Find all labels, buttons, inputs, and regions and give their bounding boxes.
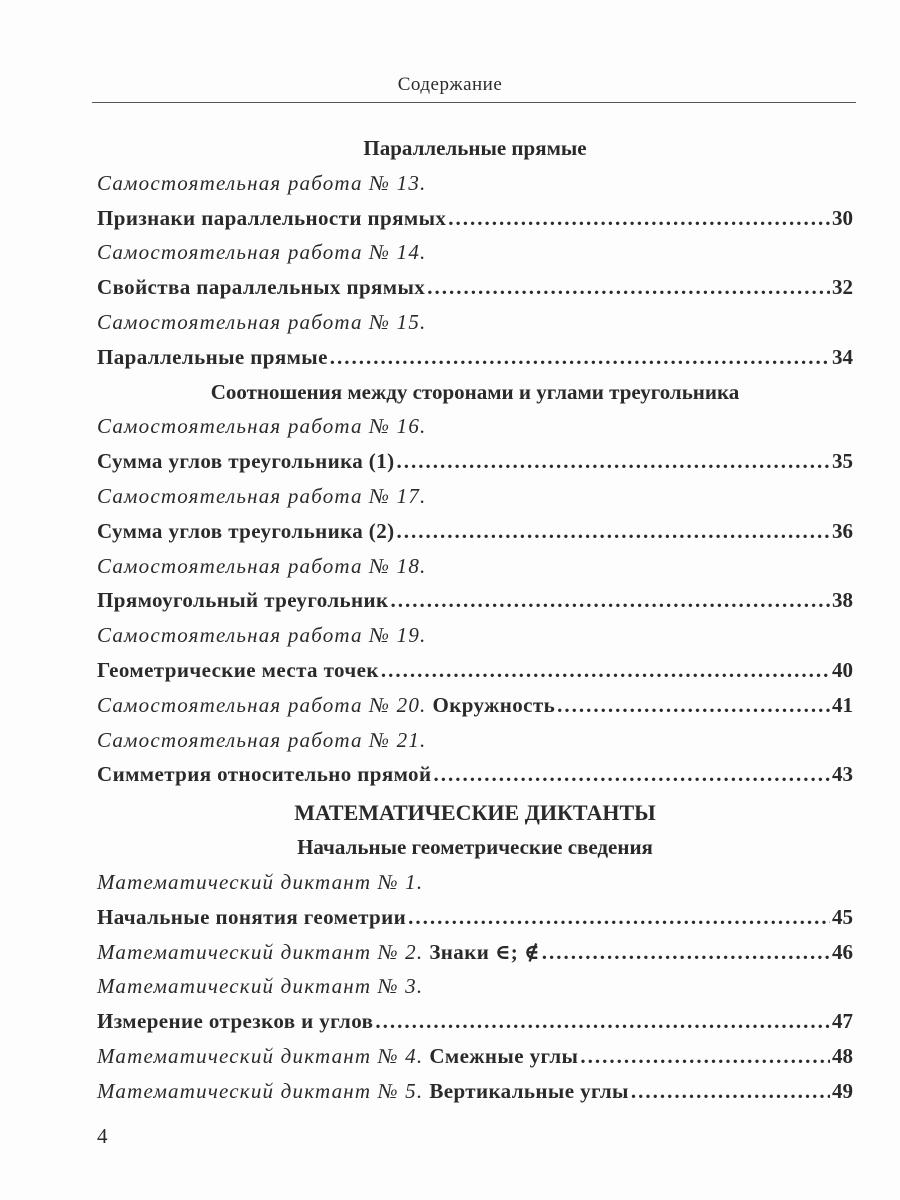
toc-entry[interactable]	[97, 900, 853, 935]
page-ref: 36	[832, 518, 853, 543]
toc-entry[interactable]	[97, 201, 853, 236]
entry-title: Измерение отрезков и углов	[97, 1009, 374, 1034]
work-label: Математический диктант № 4.	[97, 1043, 424, 1068]
page-ref: 38	[832, 588, 853, 613]
dot-leader	[397, 514, 831, 549]
work-label: Самостоятельная работа № 18.	[97, 553, 427, 578]
work-label: Математический диктант № 3.	[97, 974, 424, 999]
work-title	[97, 865, 853, 900]
header-rule	[92, 102, 856, 103]
page-number: 4	[97, 1124, 108, 1148]
page-ref: 49	[832, 1078, 853, 1103]
page-ref: 45	[832, 904, 853, 929]
part-heading	[97, 792, 853, 830]
dot-leader	[631, 1074, 830, 1109]
page-ref: 47	[832, 1009, 853, 1034]
work-label: Математический диктант № 5.	[97, 1078, 424, 1103]
work-title	[97, 723, 853, 758]
toc-entry[interactable]	[97, 1004, 853, 1039]
page-ref: 34	[832, 344, 853, 369]
work-label: Самостоятельная работа № 13.	[97, 170, 427, 195]
heading-text: Соотношения между сторонами и углами треугольника	[210, 379, 740, 404]
work-title	[97, 618, 853, 653]
work-title	[97, 235, 853, 270]
dot-leader	[375, 1004, 830, 1039]
entry-title: Параллельные прямые	[97, 344, 328, 369]
work-label: Самостоятельная работа № 19.	[97, 623, 427, 648]
dot-leader	[408, 900, 830, 935]
work-title	[97, 969, 853, 1004]
toc-entry[interactable]	[97, 583, 853, 618]
entry-title: Вертикальные углы	[429, 1078, 629, 1103]
entry-title: Знаки ∈; ∉	[429, 939, 540, 964]
work-title	[97, 305, 853, 340]
toc-entry[interactable]	[97, 444, 853, 479]
page-ref: 46	[832, 939, 853, 964]
page-ref: 35	[832, 449, 853, 474]
dot-leader	[397, 444, 831, 479]
entry-title: Начальные понятия геометрии	[97, 904, 407, 929]
entry-title: Сумма углов треугольника (2)	[97, 518, 395, 543]
entry-title: Сумма углов треугольника (1)	[97, 449, 395, 474]
toc-entry[interactable]	[97, 688, 853, 723]
work-label: Самостоятельная работа № 14.	[97, 240, 427, 265]
work-label: Самостоятельная работа № 17.	[97, 483, 427, 508]
work-label: Самостоятельная работа № 21.	[97, 727, 427, 752]
toc-entry[interactable]	[97, 514, 853, 549]
page-ref: 41	[832, 692, 853, 717]
dot-leader	[427, 270, 830, 305]
page-ref: 43	[832, 762, 853, 787]
dot-leader	[381, 653, 830, 688]
entry-title: Симметрия относительно прямой	[97, 762, 432, 787]
section-heading	[97, 131, 853, 166]
toc-entry[interactable]	[97, 340, 853, 375]
work-label: Самостоятельная работа № 20.	[97, 692, 427, 717]
work-label: Математический диктант № 2.	[97, 939, 424, 964]
work-label: Самостоятельная работа № 16.	[97, 414, 427, 439]
dot-leader	[448, 201, 830, 236]
table-of-contents	[97, 131, 853, 1109]
work-title	[97, 549, 853, 584]
entry-title: Прямоугольный треугольник	[97, 588, 389, 613]
entry-title: Смежные углы	[429, 1043, 579, 1068]
running-head: Содержание	[397, 74, 503, 95]
dot-leader	[330, 340, 830, 375]
entry-title: Геометрические места точек	[97, 657, 379, 682]
work-title	[97, 166, 853, 201]
work-label: Самостоятельная работа № 15.	[97, 309, 427, 334]
heading-text: Параллельные прямые	[363, 136, 587, 160]
page-ref: 40	[832, 657, 853, 682]
dot-leader	[433, 757, 830, 792]
dot-leader	[557, 688, 830, 723]
entry-title: Окружность	[432, 692, 556, 717]
work-title	[97, 479, 853, 514]
dot-leader	[580, 1039, 830, 1074]
work-label: Математический диктант № 1.	[97, 869, 424, 894]
heading-text: МАТЕМАТИЧЕСКИЕ ДИКТАНТЫ	[294, 800, 656, 826]
toc-entry[interactable]	[97, 1074, 853, 1109]
section-heading	[97, 375, 853, 410]
toc-entry[interactable]	[97, 935, 853, 970]
dot-leader	[542, 935, 830, 970]
heading-text: Начальные геометрические сведения	[297, 835, 653, 860]
dot-leader	[391, 583, 830, 618]
toc-entry[interactable]	[97, 653, 853, 688]
page-ref: 48	[832, 1043, 853, 1068]
work-title	[97, 409, 853, 444]
toc-entry[interactable]	[97, 757, 853, 792]
entry-title: Признаки параллельности прямых	[97, 205, 447, 230]
toc-entry[interactable]	[97, 1039, 853, 1074]
toc-entry[interactable]	[97, 270, 853, 305]
page-ref: 32	[832, 275, 853, 300]
section-heading	[97, 830, 853, 865]
page-ref: 30	[832, 205, 853, 230]
entry-title: Свойства параллельных прямых	[97, 275, 426, 300]
